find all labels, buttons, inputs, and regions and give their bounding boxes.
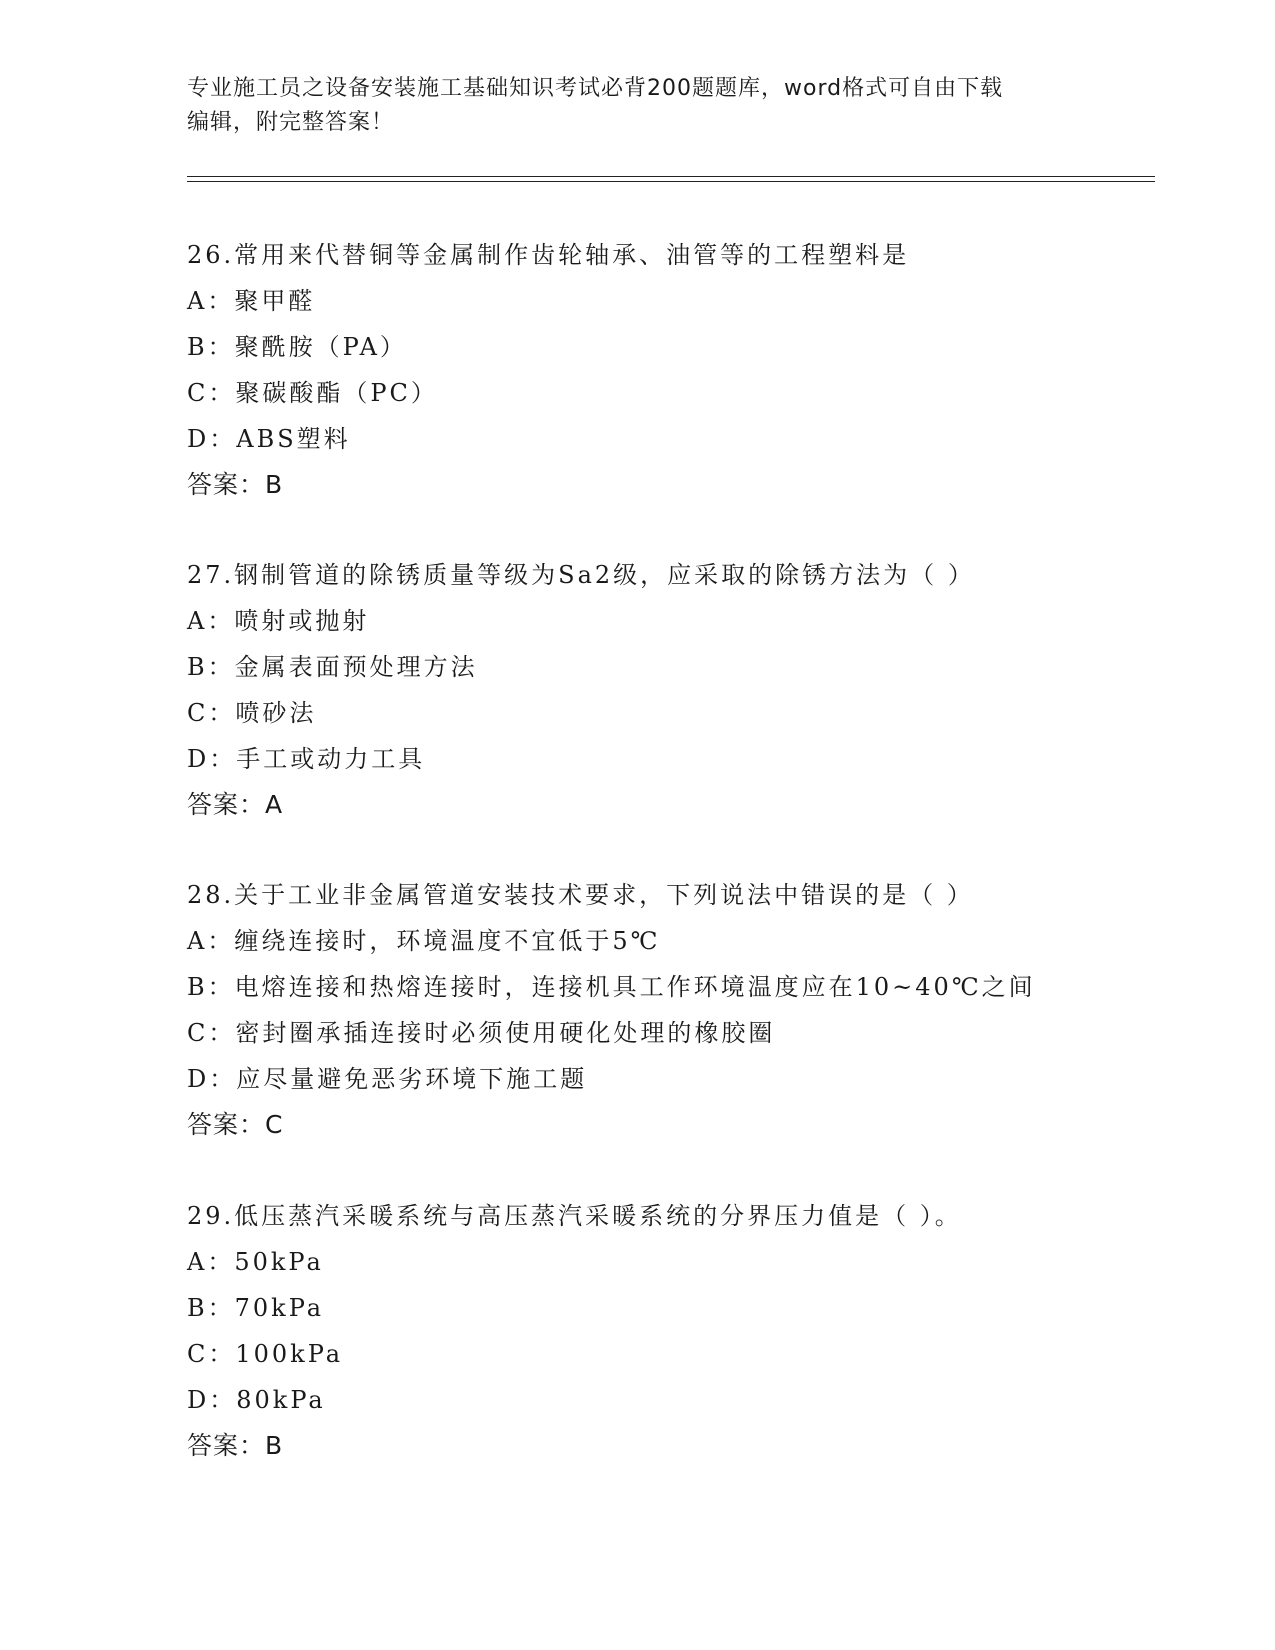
option-a: A：50kPa <box>187 1248 324 1276</box>
question-28 <box>187 872 1087 1148</box>
question-stem: 26.常用来代替铜等金属制作齿轮轴承、油管等的工程塑料是 <box>187 241 910 269</box>
question-29 <box>187 1193 1087 1469</box>
question-stem: 28.关于工业非金属管道安装技术要求，下列说法中错误的是（ ） <box>187 881 974 909</box>
question-stem: 29.低压蒸汽采暖系统与高压蒸汽采暖系统的分界压力值是（ ）。 <box>187 1202 962 1230</box>
option-d: D：应尽量避免恶劣环境下施工题 <box>187 1065 588 1093</box>
option-c: C：聚碳酸酯（PC） <box>187 379 438 407</box>
header-divider-bottom <box>187 181 1155 182</box>
option-d: D：80kPa <box>187 1386 326 1414</box>
option-b: B：电熔连接和热熔连接时，连接机具工作环境温度应在10~40℃之间 <box>187 973 1036 1001</box>
answer: 答案：B <box>187 1431 284 1460</box>
question-27 <box>187 552 1087 828</box>
question-stem: 27.钢制管道的除锈质量等级为Sa2级，应采取的除锈方法为（ ） <box>187 561 975 589</box>
option-a: A：喷射或抛射 <box>187 607 370 635</box>
option-a: A：聚甲醛 <box>187 287 316 315</box>
option-c: C：喷砂法 <box>187 699 317 727</box>
option-b: B：金属表面预处理方法 <box>187 653 478 681</box>
header-line-1: 专业施工员之设备安装施工基础知识考试必背200题题库，word格式可自由下载 <box>187 76 1004 101</box>
answer: 答案：A <box>187 790 284 819</box>
document-header <box>187 72 1067 140</box>
option-b: B：70kPa <box>187 1294 325 1322</box>
option-d: D：手工或动力工具 <box>187 745 426 773</box>
header-divider-top <box>187 176 1155 177</box>
option-b: B：聚酰胺（PA） <box>187 333 407 361</box>
option-d: D：ABS塑料 <box>187 425 351 453</box>
question-26 <box>187 232 1087 508</box>
answer: 答案：C <box>187 1110 284 1139</box>
answer: 答案：B <box>187 470 284 499</box>
header-line-2: 编辑，附完整答案！ <box>187 110 395 135</box>
option-a: A：缠绕连接时，环境温度不宜低于5℃ <box>187 927 661 955</box>
option-c: C：100kPa <box>187 1340 344 1368</box>
option-c: C：密封圈承插连接时必须使用硬化处理的橡胶圈 <box>187 1019 776 1047</box>
